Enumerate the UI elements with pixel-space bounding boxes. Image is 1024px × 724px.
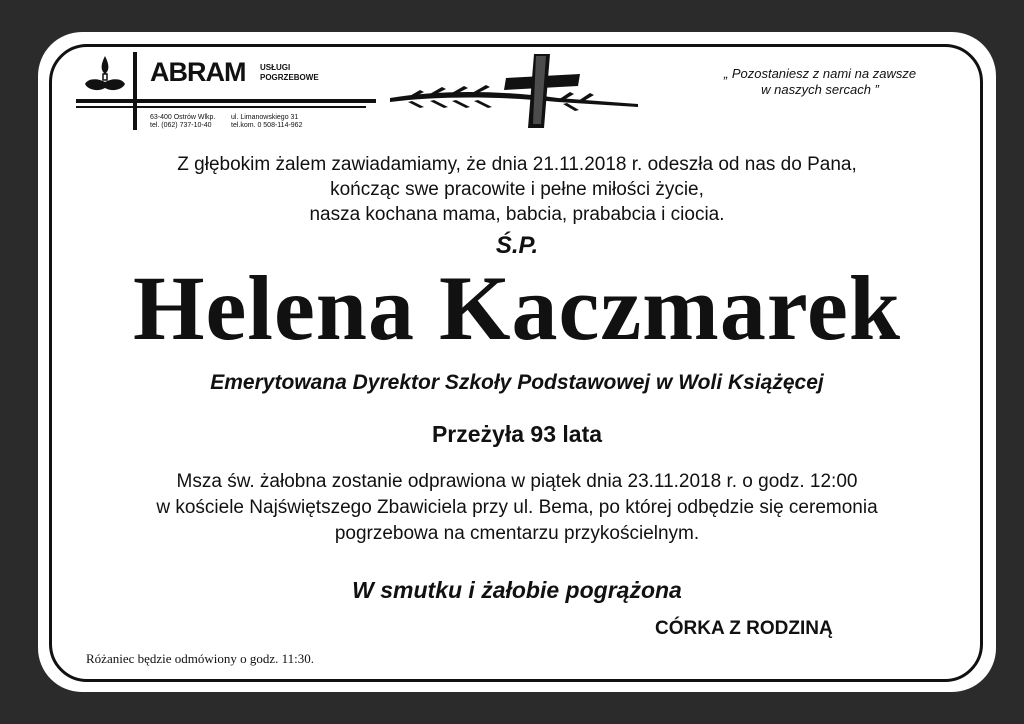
rosary-notice: Różaniec będzie odmówiony o godz. 11:30.	[86, 651, 315, 666]
candle-icon	[80, 54, 130, 100]
quote-line1: „ Pozostaniesz z nami na zawsze	[723, 66, 917, 81]
grief-statement: W smutku i żałobie pogrążona	[352, 577, 682, 603]
address-phone: tel. (062) 737-10-40	[150, 122, 212, 129]
deceased-age: Przeżyła 93 lata	[431, 421, 603, 447]
logo-name: ABRAM	[150, 57, 246, 87]
deceased-name: Helena Kaczmarek	[133, 257, 901, 359]
intro-line1: Z głębokim żalem zawiadamiamy, że dnia 21.11.2018 r. odeszła od nas do Pana,	[177, 154, 857, 175]
logo-divider-horizontal	[76, 99, 376, 103]
signature: CÓRKA Z RODZINĄ	[655, 618, 833, 639]
logo-subtitle-line2: POGRZEBOWE	[260, 73, 319, 82]
logo-subtitle-line1: USŁUGI	[260, 63, 291, 72]
address-street: ul. Limanowskiego 31	[231, 114, 299, 121]
mass-line3: pogrzebowa na cmentarzu przykościelnym.	[334, 523, 700, 544]
mass-line1: Msza św. żałobna zostanie odprawiona w piątek dnia 23.11.2018 r. o godz. 12:00	[176, 471, 858, 492]
logo-divider-vertical	[133, 52, 137, 130]
mass-line2: w kościele Najświętszego Zbawiciela przy ul. Bema, po której odbędzie się ceremonia	[156, 497, 878, 518]
funeral-mass-info	[60, 469, 974, 547]
announcement-intro	[60, 152, 974, 227]
intro-line2: kończąc swe pracowite i pełne miłości życie,	[330, 179, 704, 200]
address-city: 63-400 Ostrów Wlkp.	[150, 114, 216, 121]
memorial-quote	[690, 66, 950, 98]
logo-address-left	[150, 114, 215, 130]
intro-line3: nasza kochana mama, babcia, prababcia i ciocia.	[309, 204, 725, 225]
cross-with-branch-icon	[388, 50, 643, 132]
address-mobile: tel.kom. 0 508-114-962	[231, 122, 303, 129]
prefix-sp: Ś.P.	[495, 232, 539, 259]
logo-divider-horizontal-thin	[76, 106, 366, 108]
quote-line2: w naszych sercach ”	[761, 82, 879, 97]
logo-subtitle	[260, 63, 340, 83]
logo-address-right	[231, 114, 302, 130]
deceased-title: Emerytowana Dyrektor Szkoły Podstawowej w Woli Książęcej	[210, 371, 824, 394]
